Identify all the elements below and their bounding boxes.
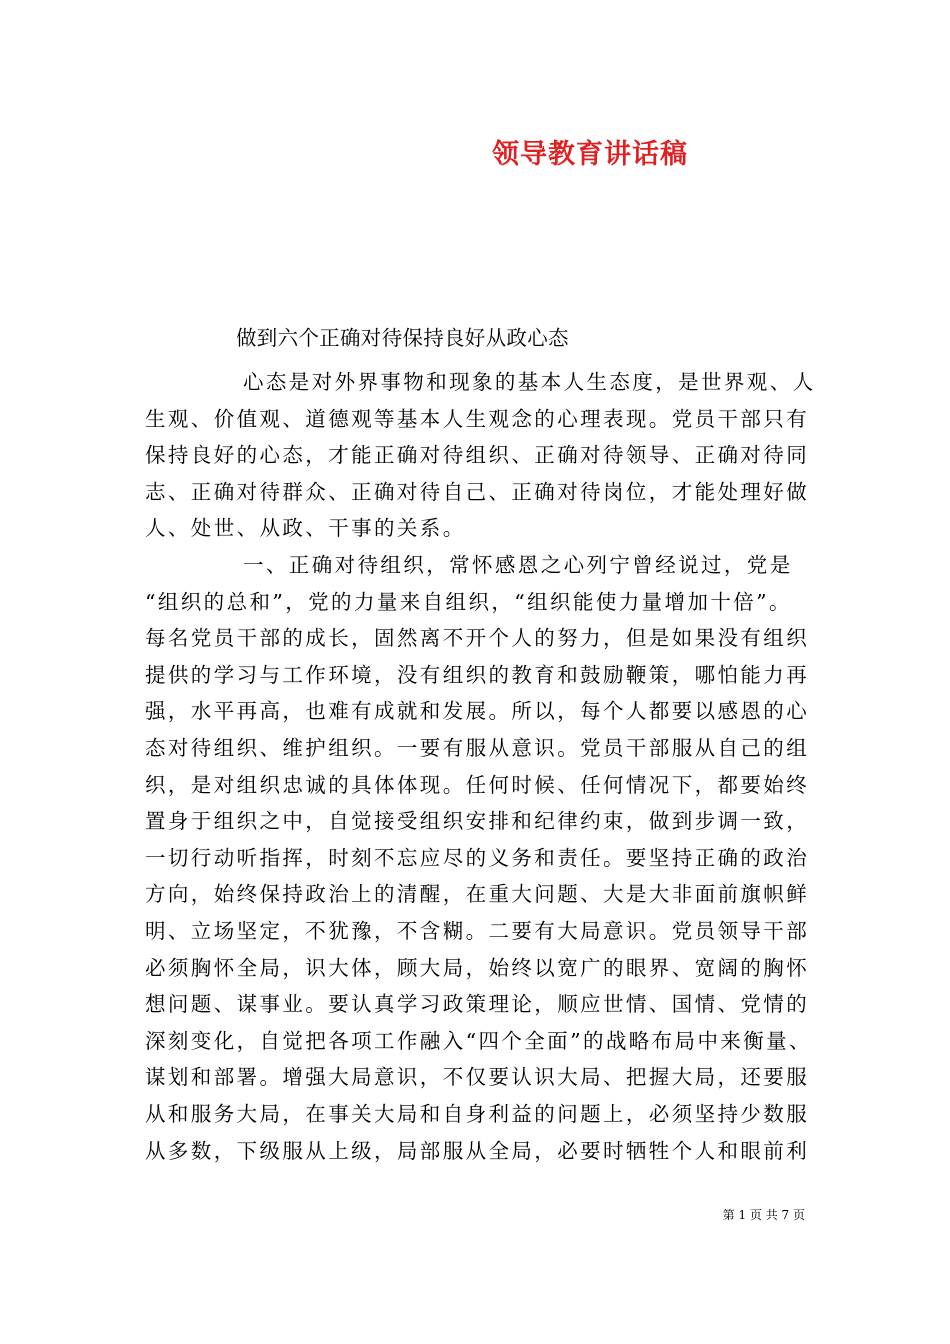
- body-line: 生观、价值观、道德观等基本人生观念的心理表现。党员干部只有: [145, 407, 810, 431]
- body-line: “组织的总和”，党的力量来自组织，“组织能使力量增加十倍”。: [145, 590, 792, 614]
- document-title: 领导教育讲话稿: [492, 139, 688, 170]
- body-line: 谋划和部署。增强大局意识，不仅要认识大局、把握大局，还要服: [145, 1065, 810, 1089]
- body-line: 从和服务大局，在事关大局和自身利益的问题上，必须坚持少数服: [145, 1102, 810, 1126]
- page-number: 第 1 页 共 7 页: [722, 1208, 805, 1222]
- body-line: 深刻变化，自觉把各项工作融入“四个全面”的战略布局中来衡量、: [145, 1029, 812, 1053]
- body-line: 从多数，下级服从上级，局部服从全局，必要时牺牲个人和眼前利: [145, 1139, 810, 1163]
- body-line: 提供的学习与工作环境，没有组织的教育和鼓励鞭策，哪怕能力再: [145, 663, 810, 687]
- body-line: 置身于组织之中，自觉接受组织安排和纪律约束，做到步调一致，: [145, 809, 810, 833]
- body-line: 想问题、谋事业。要认真学习政策理论，顺应世情、国情、党情的: [145, 992, 810, 1016]
- body-line: 方向，始终保持政治上的清醒，在重大问题、大是大非面前旗帜鲜: [145, 882, 810, 906]
- document-subtitle: 做到六个正确对待保持良好从政心态: [236, 326, 569, 350]
- body-line: 人、处世、从政、干事的关系。: [145, 516, 466, 540]
- body-line: 织，是对组织忠诚的具体体现。任何时候、任何情况下，都要始终: [145, 773, 810, 797]
- body-line: 明、立场坚定，不犹豫，不含糊。二要有大局意识。党员领导干部: [145, 919, 810, 943]
- body-line: 强，水平再高，也难有成就和发展。所以，每个人都要以感恩的心: [145, 699, 810, 723]
- body-line: 保持良好的心态，才能正确对待组织、正确对待领导、正确对待同: [145, 443, 810, 467]
- body-line: 每名党员干部的成长，固然离不开个人的努力，但是如果没有组织: [145, 626, 810, 650]
- body-line: 志、正确对待群众、正确对待自己、正确对待岗位，才能处理好做: [145, 480, 810, 504]
- body-line: 一、正确对待组织，常怀感恩之心列宁曾经说过，党是: [243, 553, 793, 577]
- body-line: 心态是对外界事物和现象的基本人生态度，是世界观、人: [243, 370, 816, 394]
- body-line: 必须胸怀全局，识大体，顾大局，始终以宽广的眼界、宽阔的胸怀: [145, 956, 810, 980]
- body-line: 一切行动听指挥，时刻不忘应尽的义务和责任。要坚持正确的政治: [145, 846, 810, 870]
- body-line: 态对待组织、维护组织。一要有服从意识。党员干部服从自己的组: [145, 736, 810, 760]
